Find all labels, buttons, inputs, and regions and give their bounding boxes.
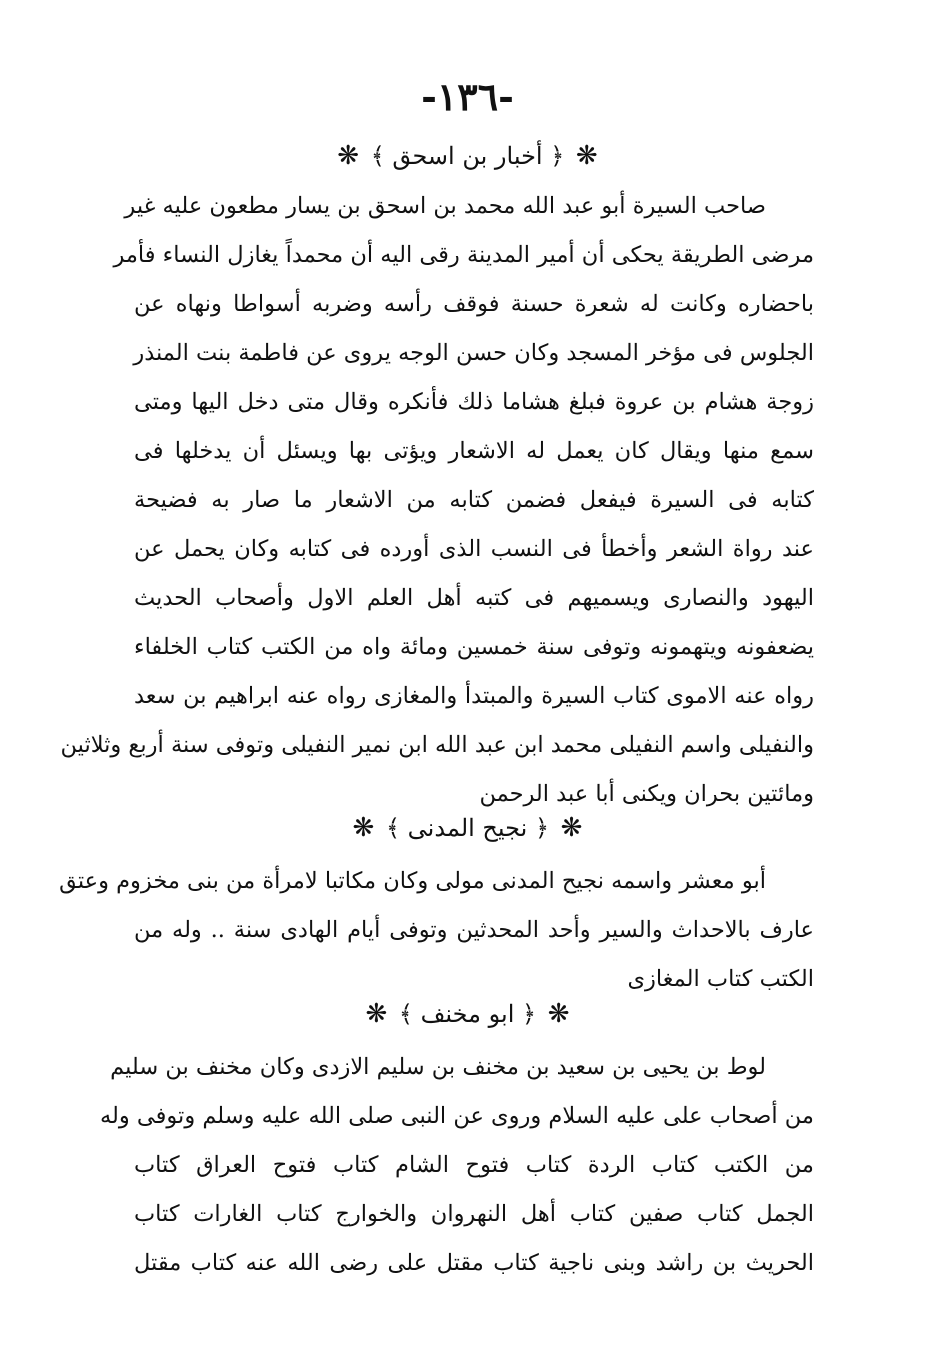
- section-heading-najih: [0, 808, 935, 848]
- text-line: الجلوس فى مؤخر المسجد وكان حسن الوجه يروى عن فاطمة بنت المنذر: [133, 340, 814, 366]
- section-body-najih: [59, 857, 814, 1004]
- ornament-icon: ❋: [365, 999, 388, 1029]
- text-line: زوجة هشام بن عروة فبلغ هشاما ذلك فأنكره وقال متى دخل اليها ومتى: [134, 389, 814, 415]
- text-line: الحريث بن راشد وبنى ناجية كتاب مقتل على رضى الله عنه كتاب مقتل: [134, 1250, 814, 1276]
- section-body-abu-mikhnaf: [99, 1043, 814, 1288]
- text-line: عند رواة الشعر وأخطأ فى النسب الذى أورده فى كتابه وكان يحمل عن: [134, 536, 814, 562]
- section-title: ﴿ ابو مخنف ﴾: [398, 1000, 537, 1028]
- text-line: سمع منها ويقال كان يعمل له الاشعار ويؤتى بها ويسئل أن يدخلها فى: [134, 438, 814, 464]
- text-line: صاحب السيرة أبو عبد الله محمد بن اسحق بن يسار مطعون عليه غير: [124, 193, 766, 219]
- section-heading-abu-mikhnaf: [0, 994, 935, 1034]
- text-line: لوط بن يحيى بن سعيد بن مخنف بن سليم الازدى وكان مخنف بن سليم: [110, 1054, 766, 1080]
- text-line: رواه عنه الاموى كتاب السيرة والمبتدأ والمغازى رواه عنه ابراهيم بن سعد: [134, 683, 814, 709]
- text-line: الكتب كتاب المغازى: [627, 966, 814, 992]
- text-line: أبو معشر واسمه نجيح المدنى مولى وكان مكاتبا لامرأة من بنى مخزوم وعتق: [59, 868, 766, 894]
- section-body-ibn-ishaq: [60, 182, 814, 819]
- ornament-icon: ❋: [352, 813, 375, 843]
- text-line: يضعفونه ويتهمونه وتوفى سنة خمسين ومائة واه من الكتب كتاب الخلفاء: [134, 634, 814, 660]
- text-line: عارف بالاحداث والسير وأحد المحدثين وتوفى أيام الهادى سنة .. وله من: [134, 917, 814, 943]
- ornament-icon: ❋: [337, 141, 360, 171]
- text-line: الجمل كتاب صفين كتاب أهل النهروان والخوارج كتاب الغارات كتاب: [134, 1201, 814, 1227]
- text-line: باحضاره وكانت له شعرة حسنة فوقف رأسه وضربه أسواطا ونهاه عن: [134, 291, 814, 317]
- section-title: ﴿ أخبار بن اسحق ﴾: [370, 142, 565, 170]
- ornament-icon: ❋: [560, 813, 583, 843]
- text-line: من أصحاب على عليه السلام وروى عن النبى صلى الله عليه وسلم وتوفى وله: [99, 1103, 814, 1129]
- page-number: -١٣٦-: [421, 74, 514, 119]
- text-line: مرضى الطريقة يحكى أن أمير المدينة رقى اليه أن محمداً يغازل النساء فأمر: [113, 242, 814, 268]
- text-line: ومائتين بحران ويكنى أبا عبد الرحمن: [479, 781, 814, 807]
- text-line: من الكتب كتاب الردة كتاب فتوح الشام كتاب فتوح العراق كتاب: [134, 1152, 814, 1178]
- section-heading-ibn-ishaq: [0, 136, 935, 176]
- ornament-icon: ❋: [547, 999, 570, 1029]
- text-line: كتابه فى السيرة فيفعل فضمن كتابه من الاشعار ما صار به فضيحة: [134, 487, 814, 513]
- section-title: ﴿ نجيح المدنى ﴾: [385, 814, 550, 842]
- text-line: والنفيلى واسم النفيلى محمد ابن عبد الله ابن نمير النفيلى وتوفى سنة أربع وثلاثين: [60, 732, 814, 758]
- text-line: اليهود والنصارى ويسميهم فى كتبه أهل العلم الاول وأصحاب الحديث: [134, 585, 814, 611]
- ornament-icon: ❋: [575, 141, 598, 171]
